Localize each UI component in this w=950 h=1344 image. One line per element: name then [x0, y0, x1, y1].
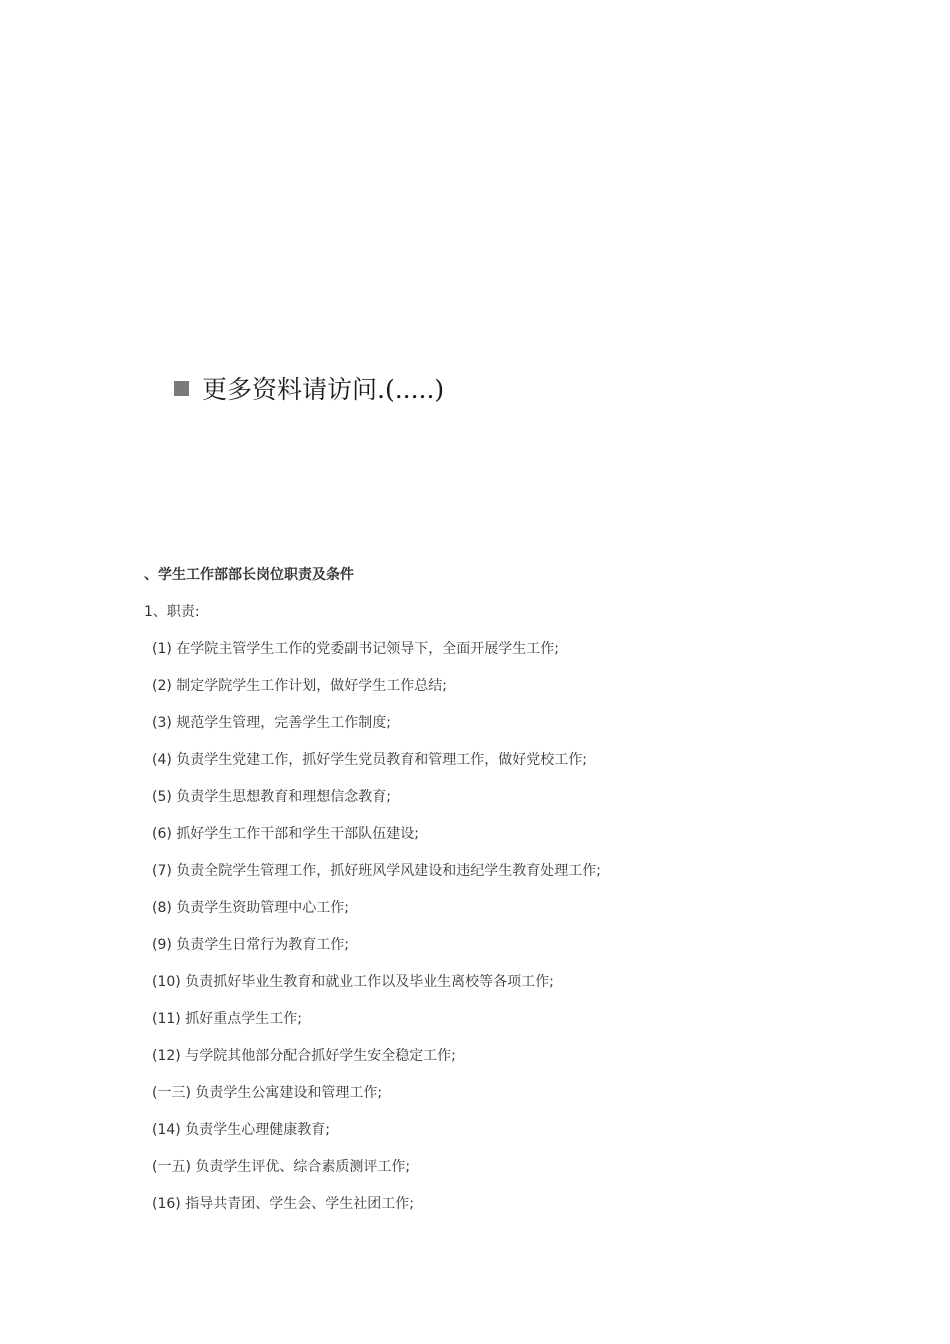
duties-section [144, 565, 844, 1214]
duty-item: (8) 负责学生资助管理中心工作; [152, 900, 349, 916]
duty-item: (2) 制定学院学生工作计划，做好学生工作总结; [152, 678, 447, 694]
duty-item: (10) 负责抓好毕业生教育和就业工作以及毕业生离校等各项工作; [152, 974, 554, 990]
duty-item: (11) 抓好重点学生工作; [152, 1011, 302, 1027]
duty-item: (4) 负责学生党建工作，抓好学生党员教育和管理工作，做好党校工作; [152, 752, 587, 768]
duty-item: (一五) 负责学生评优、综合素质测评工作; [152, 1159, 411, 1175]
notice-text: 更多资料请访问.(.....) [202, 375, 445, 404]
duty-item: (3) 规范学生管理，完善学生工作制度; [152, 715, 391, 731]
square-bullet-icon [174, 381, 189, 396]
duty-item: (16) 指导共青团、学生会、学生社团工作; [152, 1196, 414, 1212]
duty-item: (12) 与学院其他部分配合抓好学生安全稳定工作; [152, 1048, 456, 1064]
duty-item: (14) 负责学生心理健康教育; [152, 1122, 330, 1138]
duty-item: (1) 在学院主管学生工作的党委副书记领导下，全面开展学生工作; [152, 641, 559, 657]
section-title: 、学生工作部部长岗位职责及条件 [144, 567, 354, 583]
duty-list [144, 639, 844, 1214]
duty-item: (一三) 负责学生公寓建设和管理工作; [152, 1085, 383, 1101]
notice-line [174, 371, 444, 405]
duty-item: (6) 抓好学生工作干部和学生干部队伍建设; [152, 826, 419, 842]
duty-item: (5) 负责学生思想教育和理想信念教育; [152, 789, 391, 805]
duty-item: (7) 负责全院学生管理工作，抓好班风学风建设和违纪学生教育处理工作; [152, 863, 601, 879]
sub-heading-duties: 1、职责: [144, 604, 200, 620]
duty-item: (9) 负责学生日常行为教育工作; [152, 937, 349, 953]
